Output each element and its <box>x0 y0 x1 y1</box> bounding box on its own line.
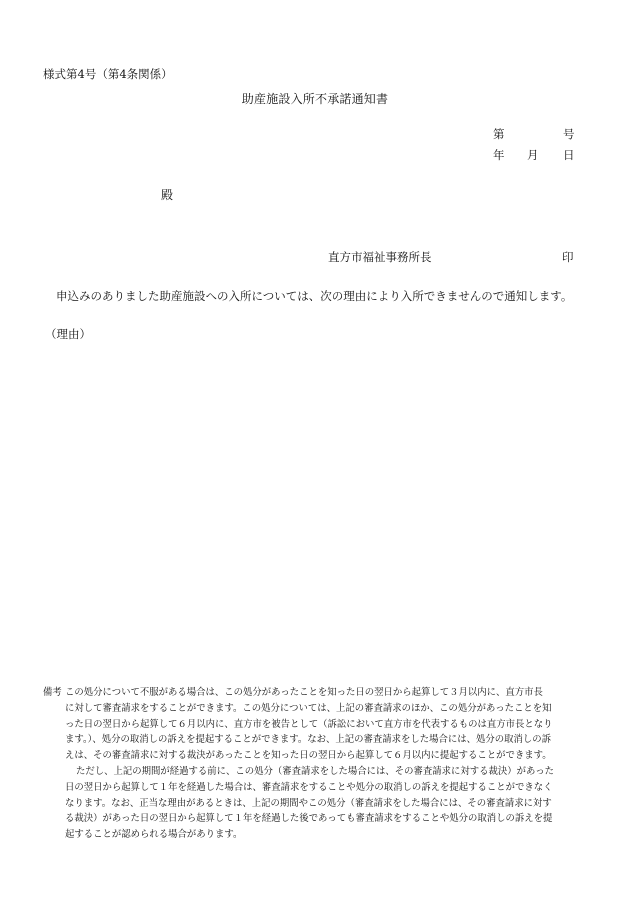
reason-label: （理由） <box>45 327 91 341</box>
remarks-heading: 備考 <box>43 687 62 698</box>
issuer-name: 直方市福祉事務所長 <box>328 250 432 264</box>
remarks-first-row <box>43 685 593 701</box>
remarks-line: なります。なお、正当な理由があるときは、上記の期間やこの処分（審査請求をした場合には、その審査請求に対す <box>65 797 552 809</box>
remarks-section <box>43 685 593 843</box>
remarks-line: に対して審査請求をすることができます。この処分については、上記の審査請求のほか、この処分があったことを知 <box>65 702 552 714</box>
document-title: 助産施設入所不承諾通知書 <box>241 92 389 106</box>
remarks-line: る裁決）があった日の翌日から起算して１年を経過した後であっても審査請求をすることや処分の取消しの訴えを提 <box>65 813 553 825</box>
remarks-line: この処分について不服がある場合は、この処分があったことを知った日の翌日から起算して３月以内に、直方市長 <box>65 687 543 698</box>
remarks-line: えは、その審査請求に対する裁決があったことを知った日の翌日から起算して６月以内に提起することができます。 <box>65 750 552 762</box>
remarks-line: ただし、上記の期間が経過する前に、この処分（審査請求をした場合には、その審査請求に対する裁決）があった <box>76 765 555 777</box>
seal-mark: 印 <box>562 250 574 264</box>
date-year-label: 年 <box>493 148 505 162</box>
remarks-line: 日の翌日から起算して１年を経過した場合は、審査請求をすることや処分の取消しの訴えを提起することができなく <box>65 781 553 793</box>
form-number-label: 様式第4号（第4条関係） <box>43 67 173 81</box>
document-number-suffix: 号 <box>563 127 575 141</box>
addressee-honorific: 殿 <box>161 188 174 202</box>
date-day-label: 日 <box>563 148 575 162</box>
date-month-label: 月 <box>527 148 539 162</box>
notification-body: 申込みのありました助産施設への入所については、次の理由により入所できませんので通知します。 <box>56 289 573 303</box>
remarks-line: った日の翌日から起算して６月以内に、直方市を被告として（訴訟において直方市を代表するものは直方市長となり <box>65 718 553 730</box>
remarks-line: ます。）、処分の取消しの訴えを提起することができます。なお、上記の審査請求をした場合には、処分の取消しの訴 <box>65 734 551 746</box>
document-number-prefix: 第 <box>493 127 505 141</box>
remarks-line: 起することが認められる場合があります。 <box>65 829 243 841</box>
